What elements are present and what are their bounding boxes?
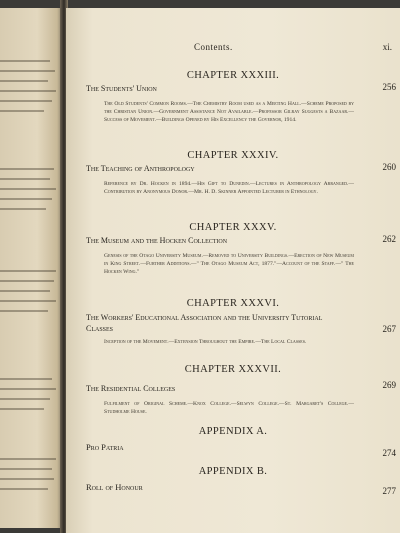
chapter-title: The Teaching of Anthropology bbox=[86, 164, 195, 173]
page-header bbox=[66, 42, 400, 56]
appendix-heading: APPENDIX B. bbox=[198, 466, 268, 477]
chapter-heading: CHAPTER XXXIII. bbox=[186, 70, 280, 81]
chapter-heading: CHAPTER XXXVII. bbox=[184, 364, 282, 375]
left-page-edge bbox=[0, 8, 62, 528]
chapter-page-number: 256 bbox=[382, 82, 396, 92]
chapter-summary: Inception of the Movement.—Extension Throughout the Empire.—The Local Classes. bbox=[104, 339, 307, 345]
chapter-page-number: 269 bbox=[382, 380, 396, 390]
page-number: xi. bbox=[382, 42, 392, 52]
chapter-heading: CHAPTER XXXV. bbox=[189, 222, 277, 233]
chapter-page-number: 262 bbox=[382, 234, 396, 244]
appendix-page-number: 277 bbox=[382, 486, 396, 496]
appendix-title: Pro Patria bbox=[86, 442, 124, 452]
chapter-summary: Genesis of the Otago University Museum.—Removed to University Buildings.—Erection of New Museum in King Street.—Further Additions.—" The Otago Museum Act, 1877."—Account of the Staff.—" The Hocken Wing." bbox=[104, 253, 354, 275]
chapter-summary: Reference by Dr. Hocken in 1894.—His Gift to Dunedin.—Lectures in Anthropology Arranged.—Contribution by Anonymous Donor.—Mr. H. D. Skinner Appointed Lecturer in Ethnology. bbox=[104, 181, 354, 195]
chapter-title: The Museum and the Hocken Collection bbox=[86, 236, 228, 245]
contents-page bbox=[66, 8, 400, 533]
appendix-heading: APPENDIX A. bbox=[198, 426, 268, 437]
chapter-heading: CHAPTER XXXVI. bbox=[186, 298, 280, 309]
page-title: Contents. bbox=[194, 42, 233, 52]
chapter-heading: CHAPTER XXXIV. bbox=[187, 150, 279, 161]
chapter-summary: The Old Students' Common Rooms.—The Chemistry Room used as a Meeting Hall.—Scheme Proposed by the Christian Union.—Government Assistance Not Available.—Professor Gilray Suggests a Bazaar.—Success of Movement.—Buildings Opened by His Excellency the Governor, 1914. bbox=[104, 101, 354, 123]
appendix-page-number: 274 bbox=[382, 448, 396, 458]
chapter-page-number: 267 bbox=[382, 324, 396, 334]
chapter-summary: Fulfilment of Original Scheme.—Knox College.—Selwyn College.—St. Margaret's College.—Studholme House. bbox=[104, 401, 354, 415]
chapter-title: The Residential Colleges bbox=[86, 384, 176, 393]
chapter-title: The Workers' Educational Association and the University Tutorial Classes bbox=[86, 313, 323, 333]
appendix-title: Roll of Honour bbox=[86, 482, 143, 492]
chapter-page-number: 260 bbox=[382, 162, 396, 172]
chapter-title: The Students' Union bbox=[86, 84, 157, 93]
